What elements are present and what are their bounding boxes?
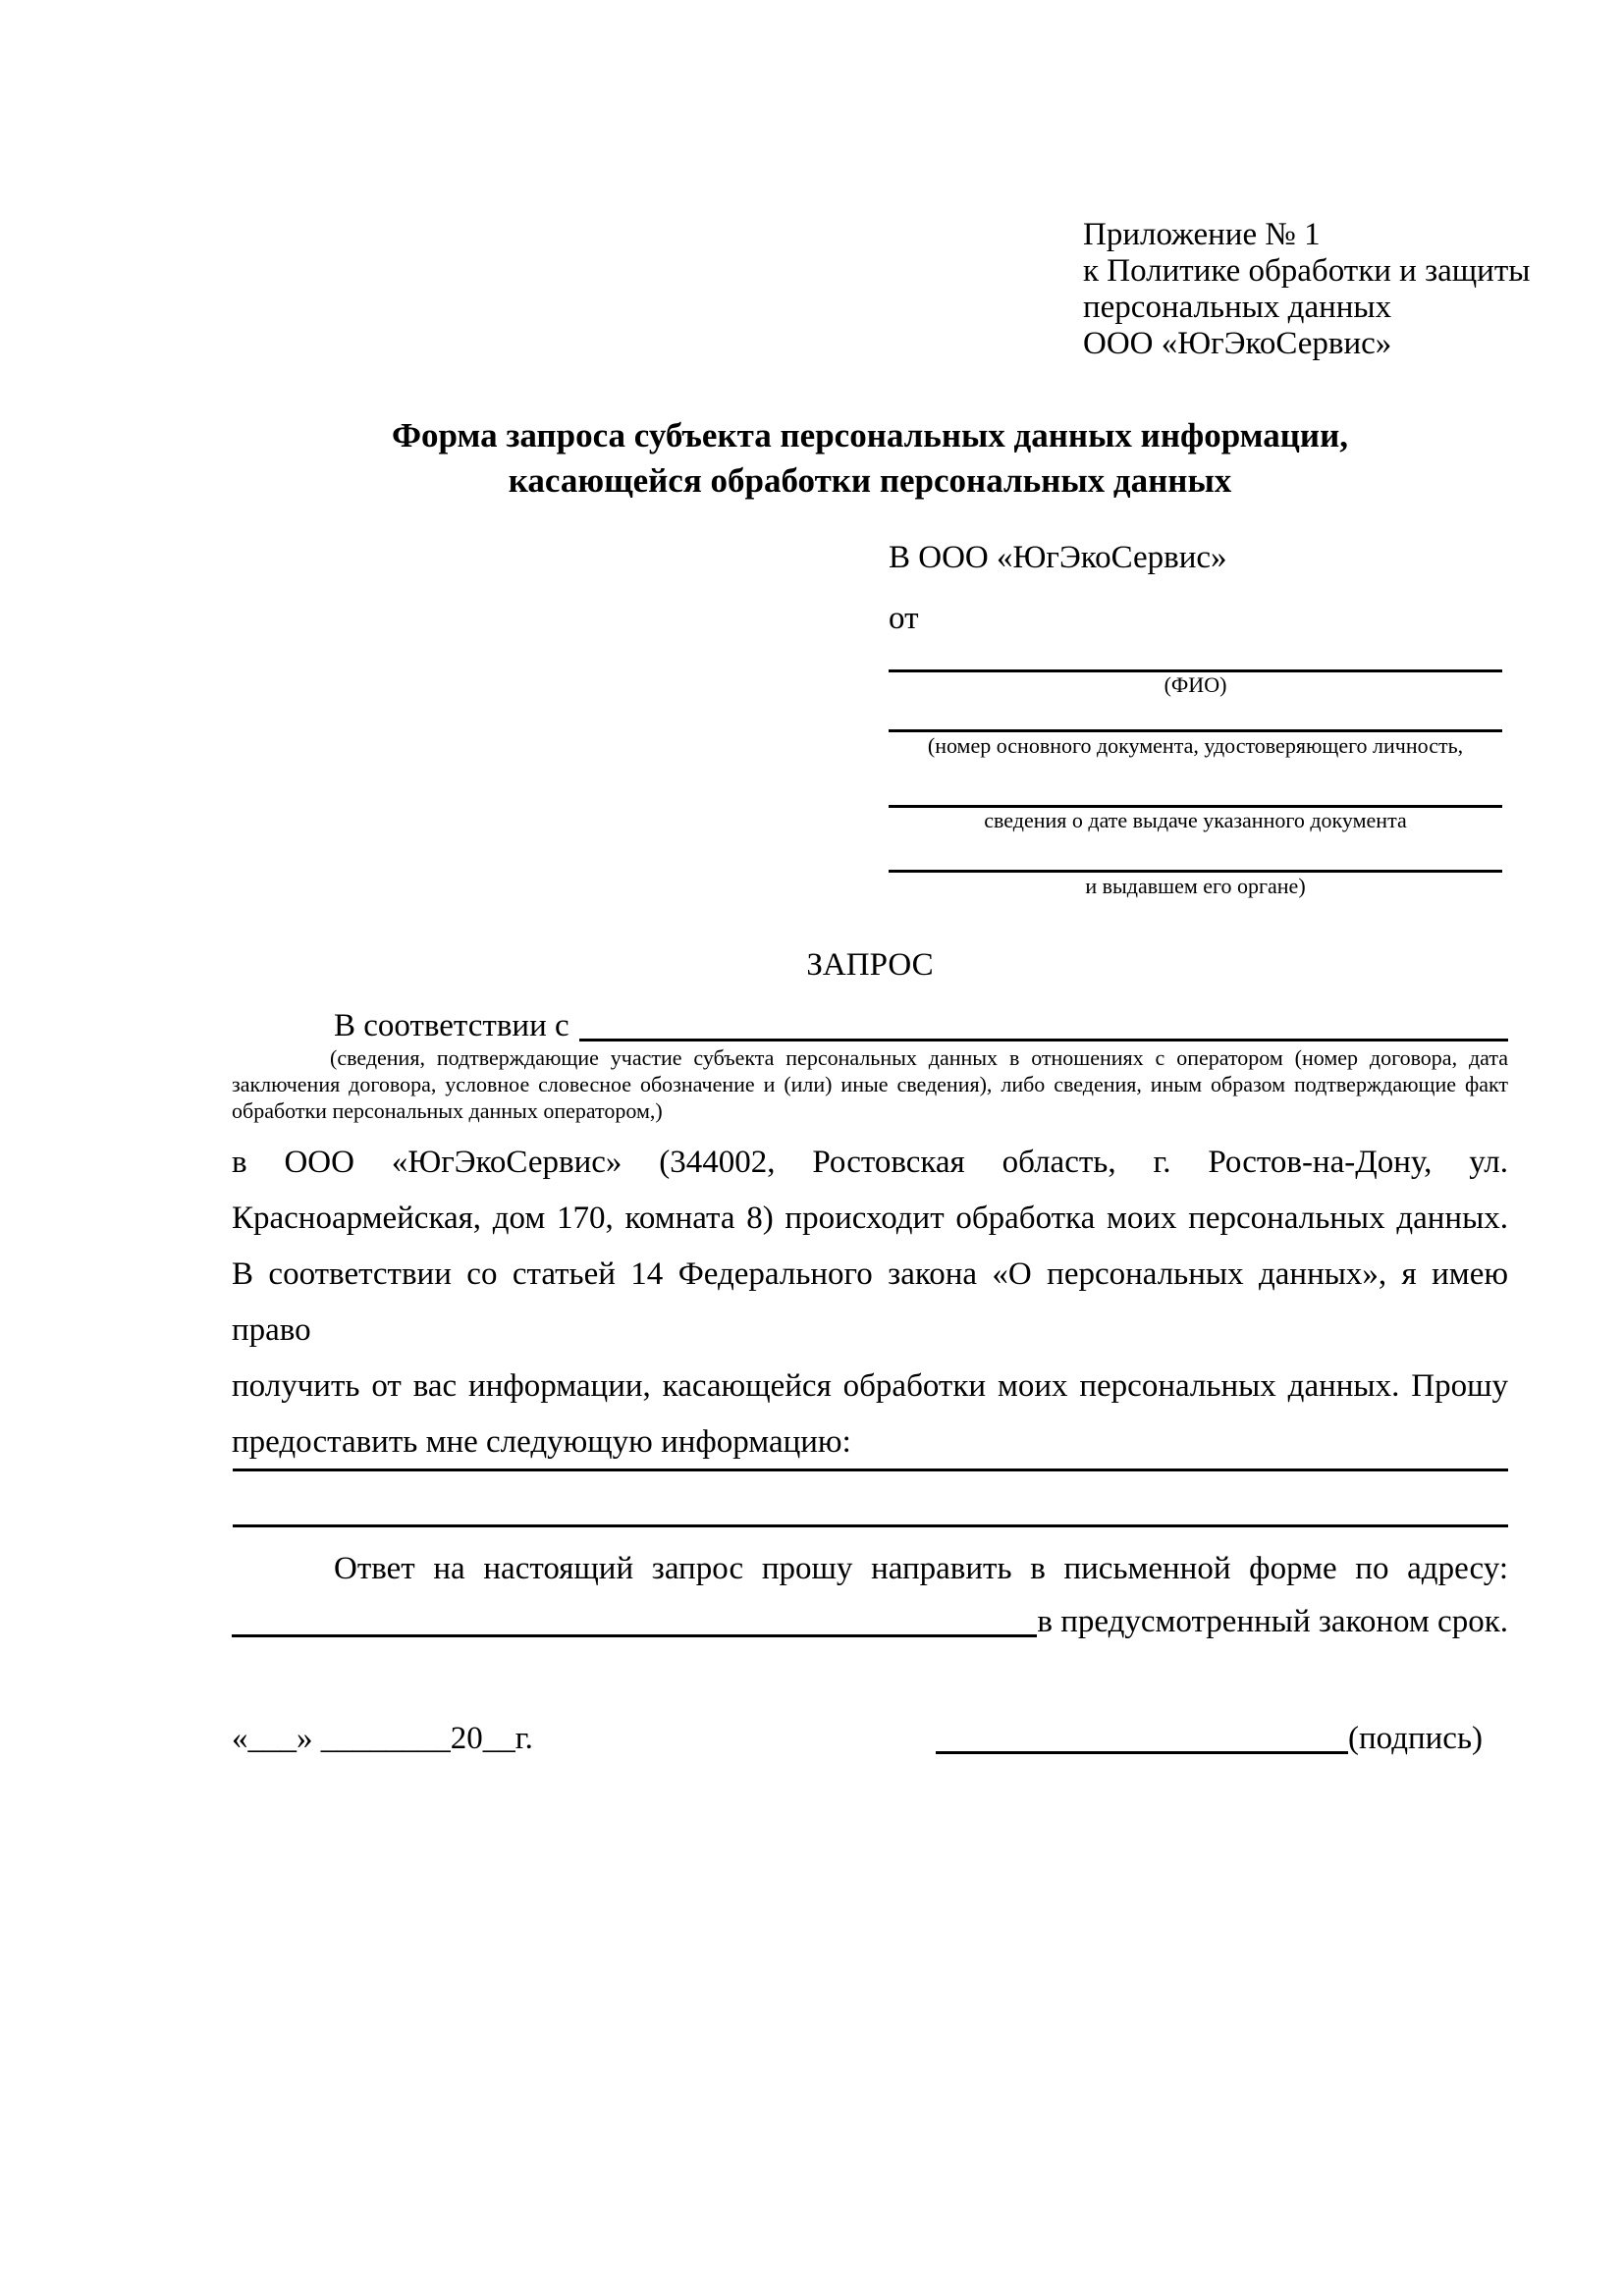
note-block <box>232 1044 1508 1124</box>
appendix-header-line: персональных данных <box>1083 290 1392 325</box>
body-line: В соответствии со статьей 14 Федерального закона «О персональных данных», я имею право <box>232 1256 1508 1348</box>
body-paragraph <box>232 1135 1508 1470</box>
request-heading: ЗАПРОС <box>806 947 934 983</box>
note-line: заключения договора, условное словесное обозначение и (или) иные сведения), либо сведения, иным образом подтверждающие факт <box>232 1072 1508 1096</box>
basis-prefix: В соответствии с <box>334 1008 569 1043</box>
body-line: получить от вас информации, касающейся обработки моих персональных данных. Прошу <box>232 1368 1508 1404</box>
signature-spacer <box>533 1719 936 1758</box>
addressee-from-label: от <box>889 601 919 636</box>
appendix-header-line: Приложение № 1 <box>1083 217 1321 252</box>
appendix-header-line: ООО «ЮгЭкоСервис» <box>1083 326 1392 361</box>
issuing-authority-caption: и выдавшем его органе) <box>1085 874 1306 898</box>
issuing-authority-blank-field[interactable] <box>889 870 1502 873</box>
document-number-blank-field[interactable] <box>889 729 1502 732</box>
signature-caption: (подпись) <box>1348 1721 1483 1756</box>
appendix-header-line: к Политике обработки и защиты <box>1083 253 1531 289</box>
info-blank-field-2[interactable] <box>233 1524 1508 1527</box>
fio-caption: (ФИО) <box>1164 672 1227 697</box>
document-title-line: касающейся обработки персональных данных <box>508 461 1232 500</box>
basis-line <box>232 1006 1508 1045</box>
info-blank-field-1[interactable] <box>233 1468 1508 1471</box>
reply-address-line <box>232 1602 1508 1641</box>
body-line: в ООО «ЮгЭкоСервис» (344002, Ростовская область, г. Ростов-на-Дону, ул. <box>232 1145 1508 1180</box>
appendix-header-block <box>1083 217 1530 362</box>
addressee-to: В ООО «ЮгЭкоСервис» <box>889 540 1227 575</box>
body-line: предоставить мне следующую информацию: <box>232 1424 851 1460</box>
document-number-caption: (номер основного документа, удостоверяющего личность, <box>927 733 1464 758</box>
note-line: (сведения, подтверждающие участие субъекта персональных данных в отношениях с оператором (номер договора, дата <box>330 1045 1508 1070</box>
signature-blank-field[interactable] <box>936 1719 1348 1754</box>
address-blank-field[interactable] <box>232 1602 1037 1637</box>
document-title-line: Форма запроса субъекта персональных данных информации, <box>391 416 1349 454</box>
date-blank-field[interactable]: «___» ________20__г. <box>232 1721 533 1756</box>
document-title <box>232 413 1508 504</box>
signature-row <box>232 1719 1483 1758</box>
note-line: обработки персональных данных оператором,) <box>232 1098 663 1123</box>
body-line: Красноармейская, дом 170, комната 8) происходит обработка моих персональных данных. <box>232 1201 1508 1236</box>
reply-request-line: Ответ на настоящий запрос прошу направить в письменной форме по адресу: <box>334 1551 1508 1586</box>
basis-blank-field[interactable] <box>579 1006 1508 1041</box>
reply-suffix: в предусмотренный законом срок. <box>1037 1604 1508 1639</box>
issue-date-caption: сведения о дате выдаче указанного документа <box>984 808 1407 832</box>
